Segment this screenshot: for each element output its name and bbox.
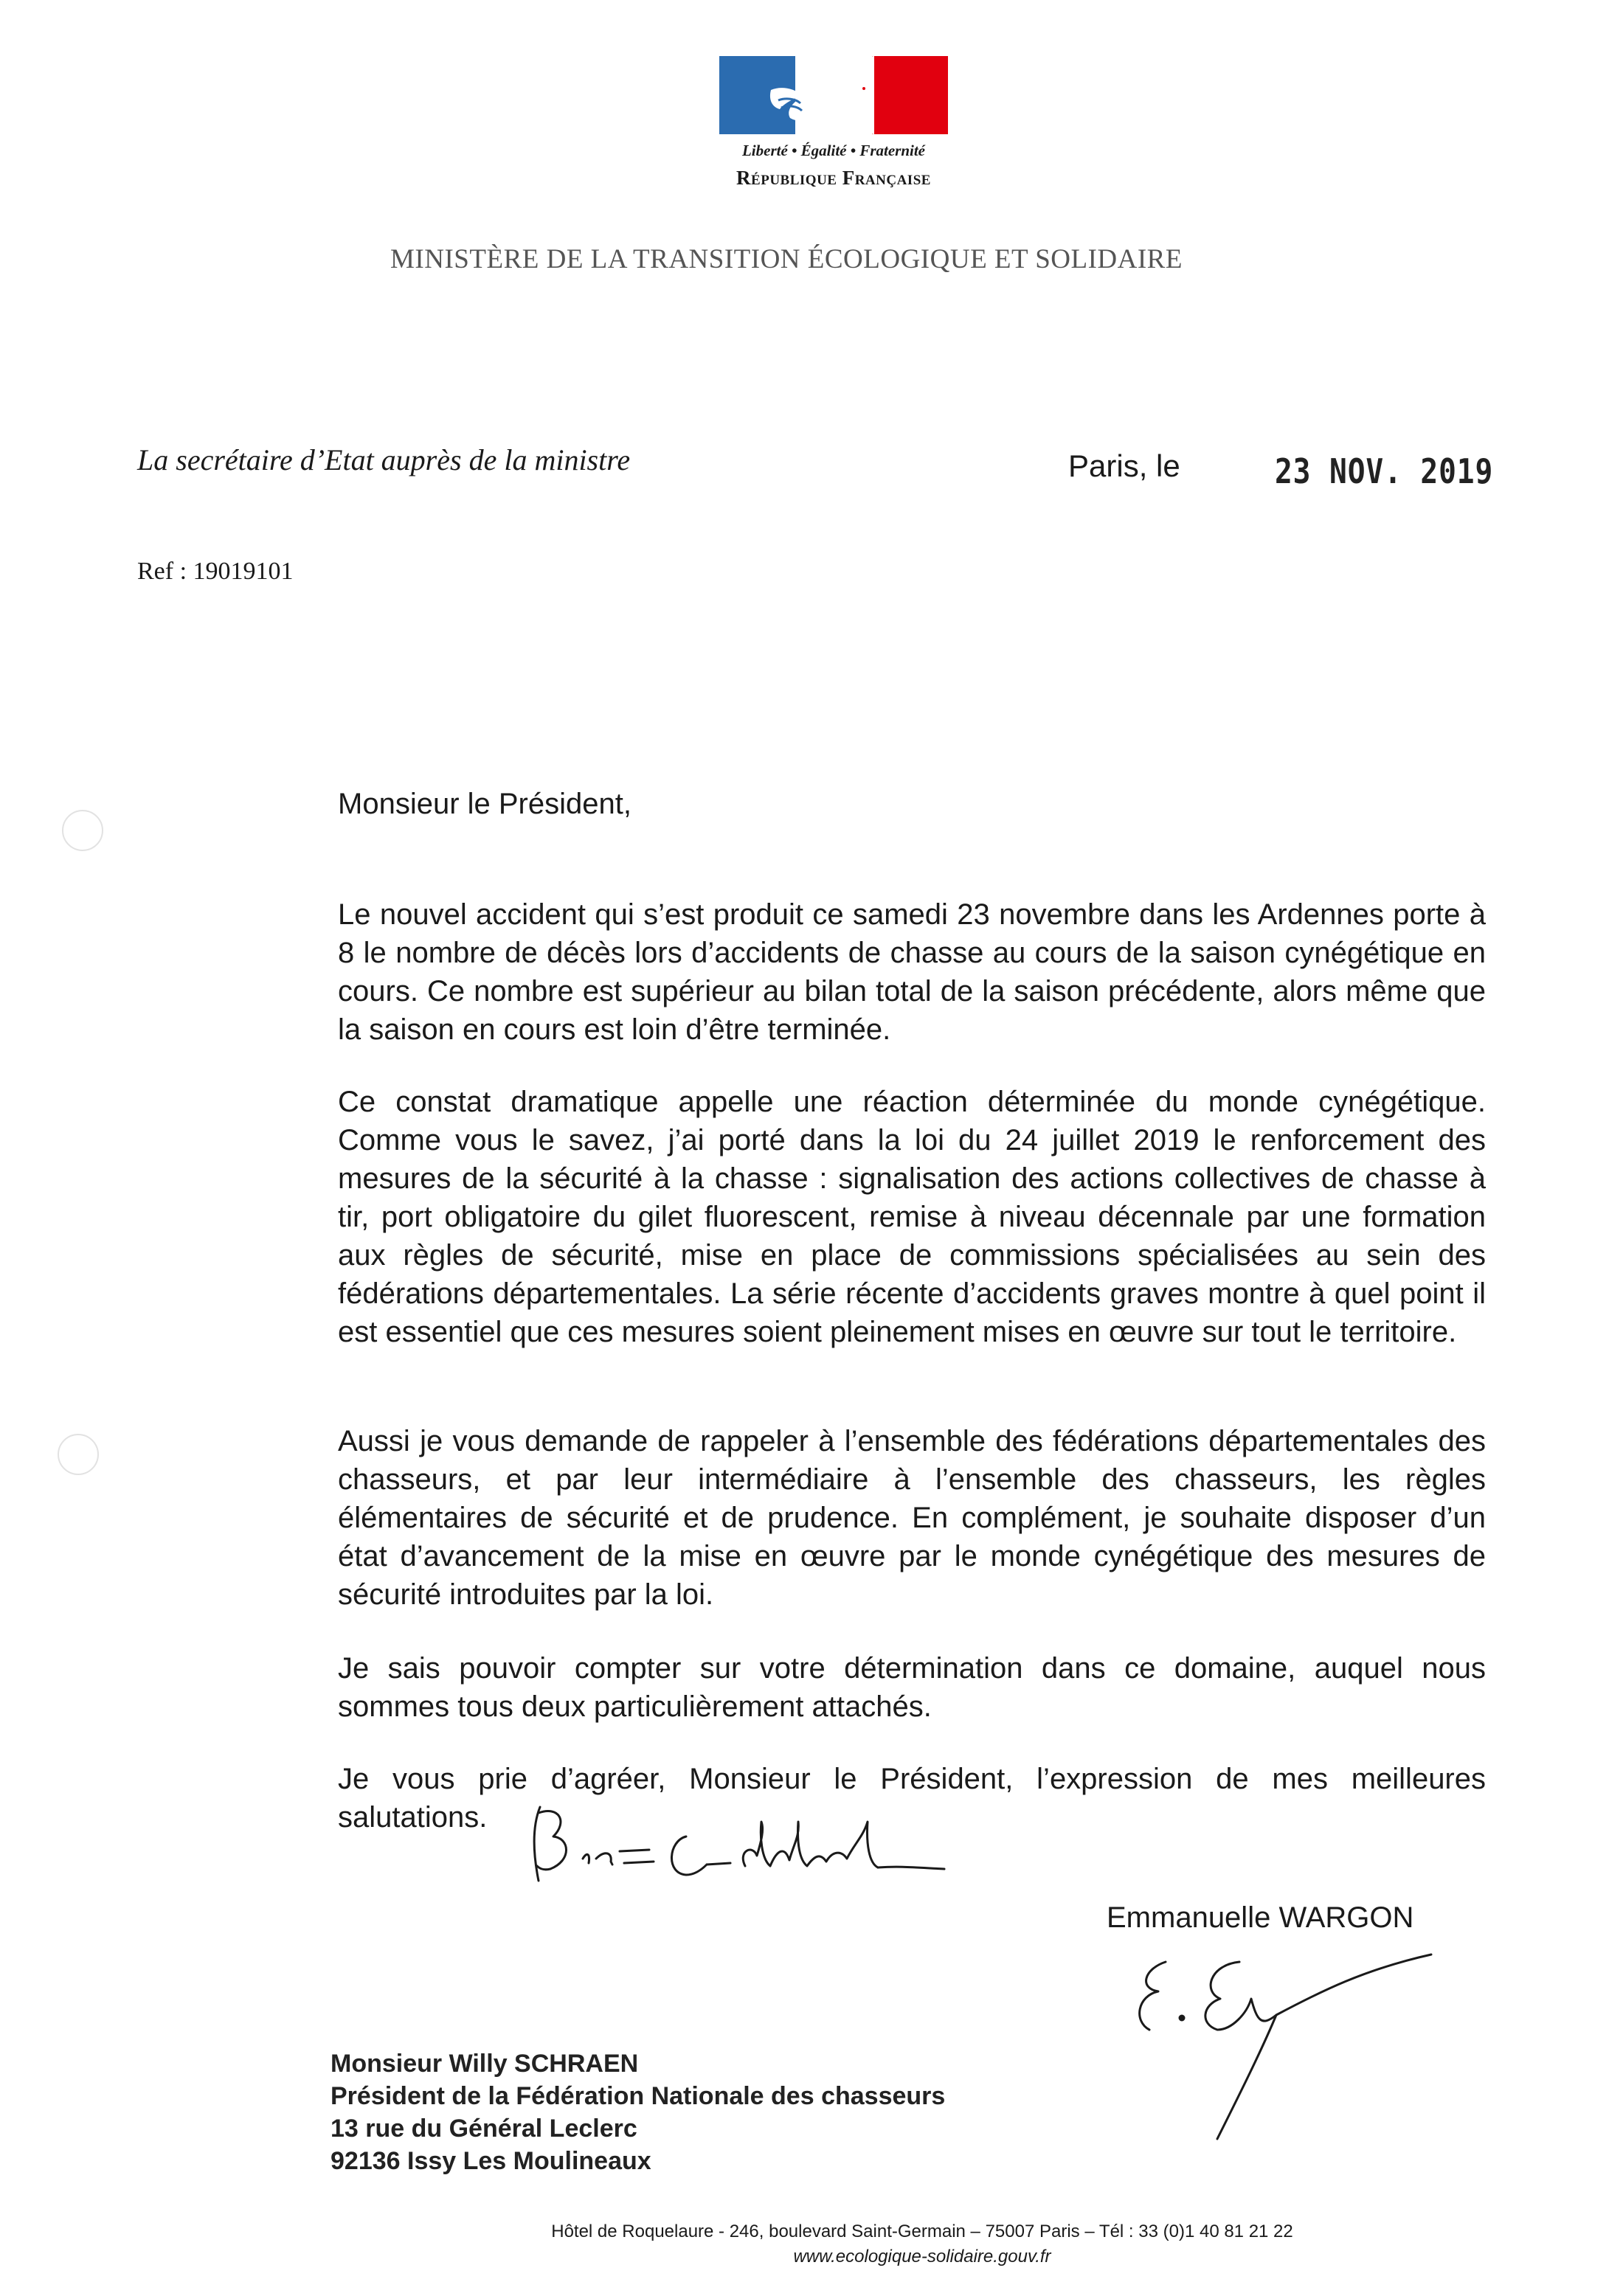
signatory-name: Emmanuelle WARGON — [1107, 1901, 1414, 1934]
recipient-address — [331, 2047, 945, 2177]
marianne-logo-icon — [719, 56, 948, 134]
ministry-name: MINISTÈRE DE LA TRANSITION ÉCOLOGIQUE ET SOLIDAIRE — [390, 244, 1183, 274]
recipient-title: Président de la Fédération Nationale des chasseurs — [331, 2082, 946, 2110]
handwritten-closing — [502, 1792, 1003, 1903]
recipient-street: 13 rue du Général Leclerc — [331, 2115, 637, 2143]
footer-address: Hôtel de Roquelaure - 246, boulevard Saint-Germain – 75007 Paris – Tél : 33 (0)1 40 81 21 22 — [551, 2222, 1293, 2241]
sender-title: La secrétaire d’Etat auprès de la ministre — [137, 443, 631, 476]
paragraph-5: Je vous prie d’agréer, Monsieur le Président, l’expression de mes meilleures salutations. — [338, 1763, 1486, 1834]
recipient-city: 92136 Issy Les Moulineaux — [331, 2147, 651, 2175]
paragraph-3: Aussi je vous demande de rappeler à l’ensemble des fédérations départementales des chasseurs, et par leur intermédiaire à l’ensemble des chasseurs, les règles élémentaires de sécurité et de prudence. En complément, je souhaite disposer d’un état d’avancement de la mise en œuvre par le monde cynégétique des mesures de sécurité introduites par la loi. — [338, 1425, 1486, 1611]
punch-hole-icon — [58, 1434, 99, 1475]
signature-initials — [1099, 1947, 1446, 2154]
paragraph-4: Je sais pouvoir compter sur votre détermination dans ce domaine, auquel nous sommes tous deux particulièrement attachés. — [338, 1652, 1486, 1723]
republic-name: République Française — [736, 167, 931, 189]
recipient-name: Monsieur Willy SCHRAEN — [331, 2050, 639, 2078]
footer-website[interactable]: www.ecologique-solidaire.gouv.fr — [793, 2247, 1051, 2266]
republic-motto: Liberté • Égalité • Fraternité — [741, 142, 926, 159]
place-label: Paris, le — [1068, 448, 1180, 483]
salutation: Monsieur le Président, — [338, 788, 631, 820]
reference-number: Ref : 19019101 — [137, 558, 294, 585]
paragraph-1: Le nouvel accident qui s’est produit ce samedi 23 novembre dans les Ardennes porte à 8 le nombre de décès lors d’accidents de chasse au cours de la saison cynégétique en cours. Ce nombre est supérieur au bilan total de la saison précédente, alors même que la saison en cours est loin d’être terminée. — [338, 898, 1486, 1046]
paragraph-2: Ce constat dramatique appelle une réaction déterminée du monde cynégétique. Comme vous le savez, j’ai porté dans la loi du 24 juillet 2019 le renforcement des mesures de la sécurité à la chasse : signalisation des actions collectives de chasse à tir, port obligatoire du gilet fluorescent, remise à niveau décennale par une formation aux règles de sécurité, mise en place de commissions spécialisées au sein des fédérations départementales. La série récente d’accidents graves montre à quel point il est essentiel que ces mesures soient pleinement mises en œuvre sur tout le territoire. — [338, 1086, 1486, 1348]
date-stamp: 23 NOV. 2019 — [1275, 451, 1494, 491]
punch-hole-icon — [62, 810, 103, 851]
